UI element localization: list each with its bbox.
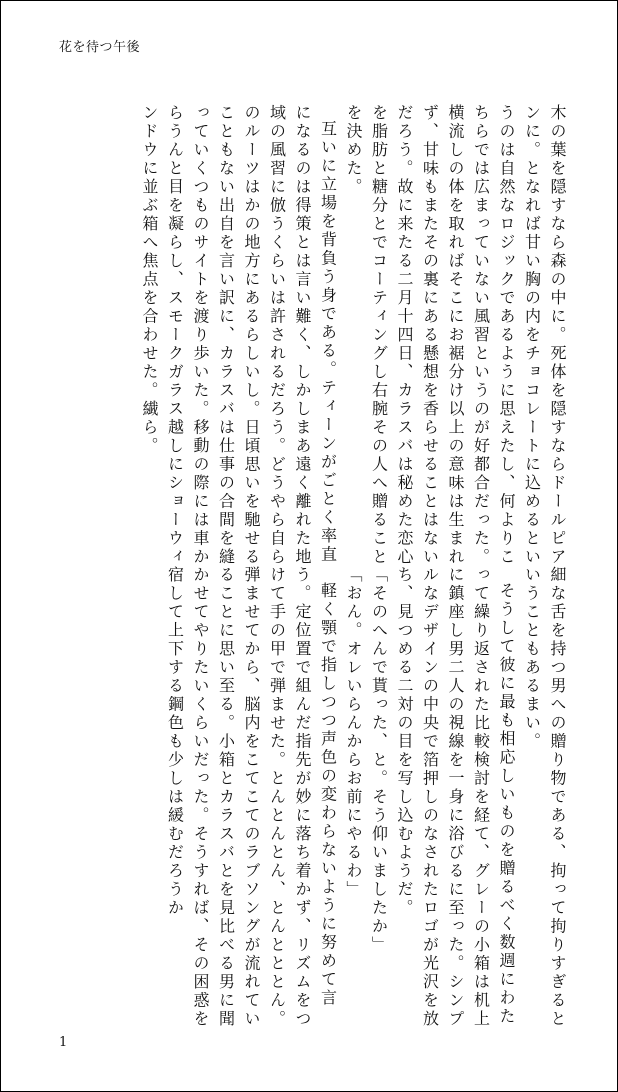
upper-text-block	[50, 104, 570, 569]
paragraph: 木の葉を隠すなら森の中に。死体を隠すならドールピアンに。となれば甘い胸の内をチョコレートに込めるというのは自然なロジックであるように思えたし、何よりこちらでは広まっていない風習というのが好都合だった。横流しの体を取ればそこにお裾分け以上の意味は生まれず、甘味もまたその裏にある懸想を香らせることはないだろう。故に来たる二月十四日、カラスバは秘めた恋心を脂肪と糖分とでコーティングし右腕その人へ贈ることを決めた。	[344, 104, 567, 567]
paragraph: 細な舌を持つ男への贈り物である、拘って拘りすぎるということもあるまい。	[522, 566, 567, 1029]
paragraph: 互いに立場を背負う身である。ティーンがごとく率直になるのは得策とは言い難く、しかしまあ遠く離れた地域の風習に倣うくらいは許されるだろう。どうやら自らのルーツはかの地方にあるらしいし。日頃思いを馳せることもない出自を言い訳に、カラスバは仕事の合間を縫っていくつものサイトを渡り歩いた。移動の際には車からうんと目を凝らし、スモークガラス越しにショーウィンドウに並ぶ箱へ焦点を合わせた。繊ら。	[140, 104, 338, 567]
dialogue-line: 「おん。オレいらんからお前にやるわ」	[344, 566, 363, 899]
running-title: 花を待つ午後	[59, 40, 141, 55]
page-number: 1	[59, 1035, 68, 1050]
lower-text-block	[50, 566, 570, 1031]
paragraph: 軽く顎で指しつつ声色の変わらないように努めて言う。定位置で組んだ指先が妙に落ち着かず、リズムをつけて手の甲で弾ませた。とんとんとん、とんとととん。弾ませてから、脳内をこてこてのラブソングが流れていることに思い至る。小箱とカラスバとを見比べる男に聞かせてやりたいくらいだった。そうすれば、その困惑を宿して上下する鋼色も少しは緩むだろうか	[165, 566, 338, 1029]
paragraph: そうして彼に最も相応しいものを贈るべく数週にわたって繰り返された比較検討を経て、グレーの小箱は机上に鎮座し男二人の視線を一身に浴びるに至った。シンプルなデザインの中央で箔押しのなされたロゴが光沢を放ち、見つめる二対の目を写し込むようだ。	[395, 566, 516, 1029]
dialogue-line: 「そのへんで貰った、と。そう仰いましたか」	[369, 566, 389, 955]
